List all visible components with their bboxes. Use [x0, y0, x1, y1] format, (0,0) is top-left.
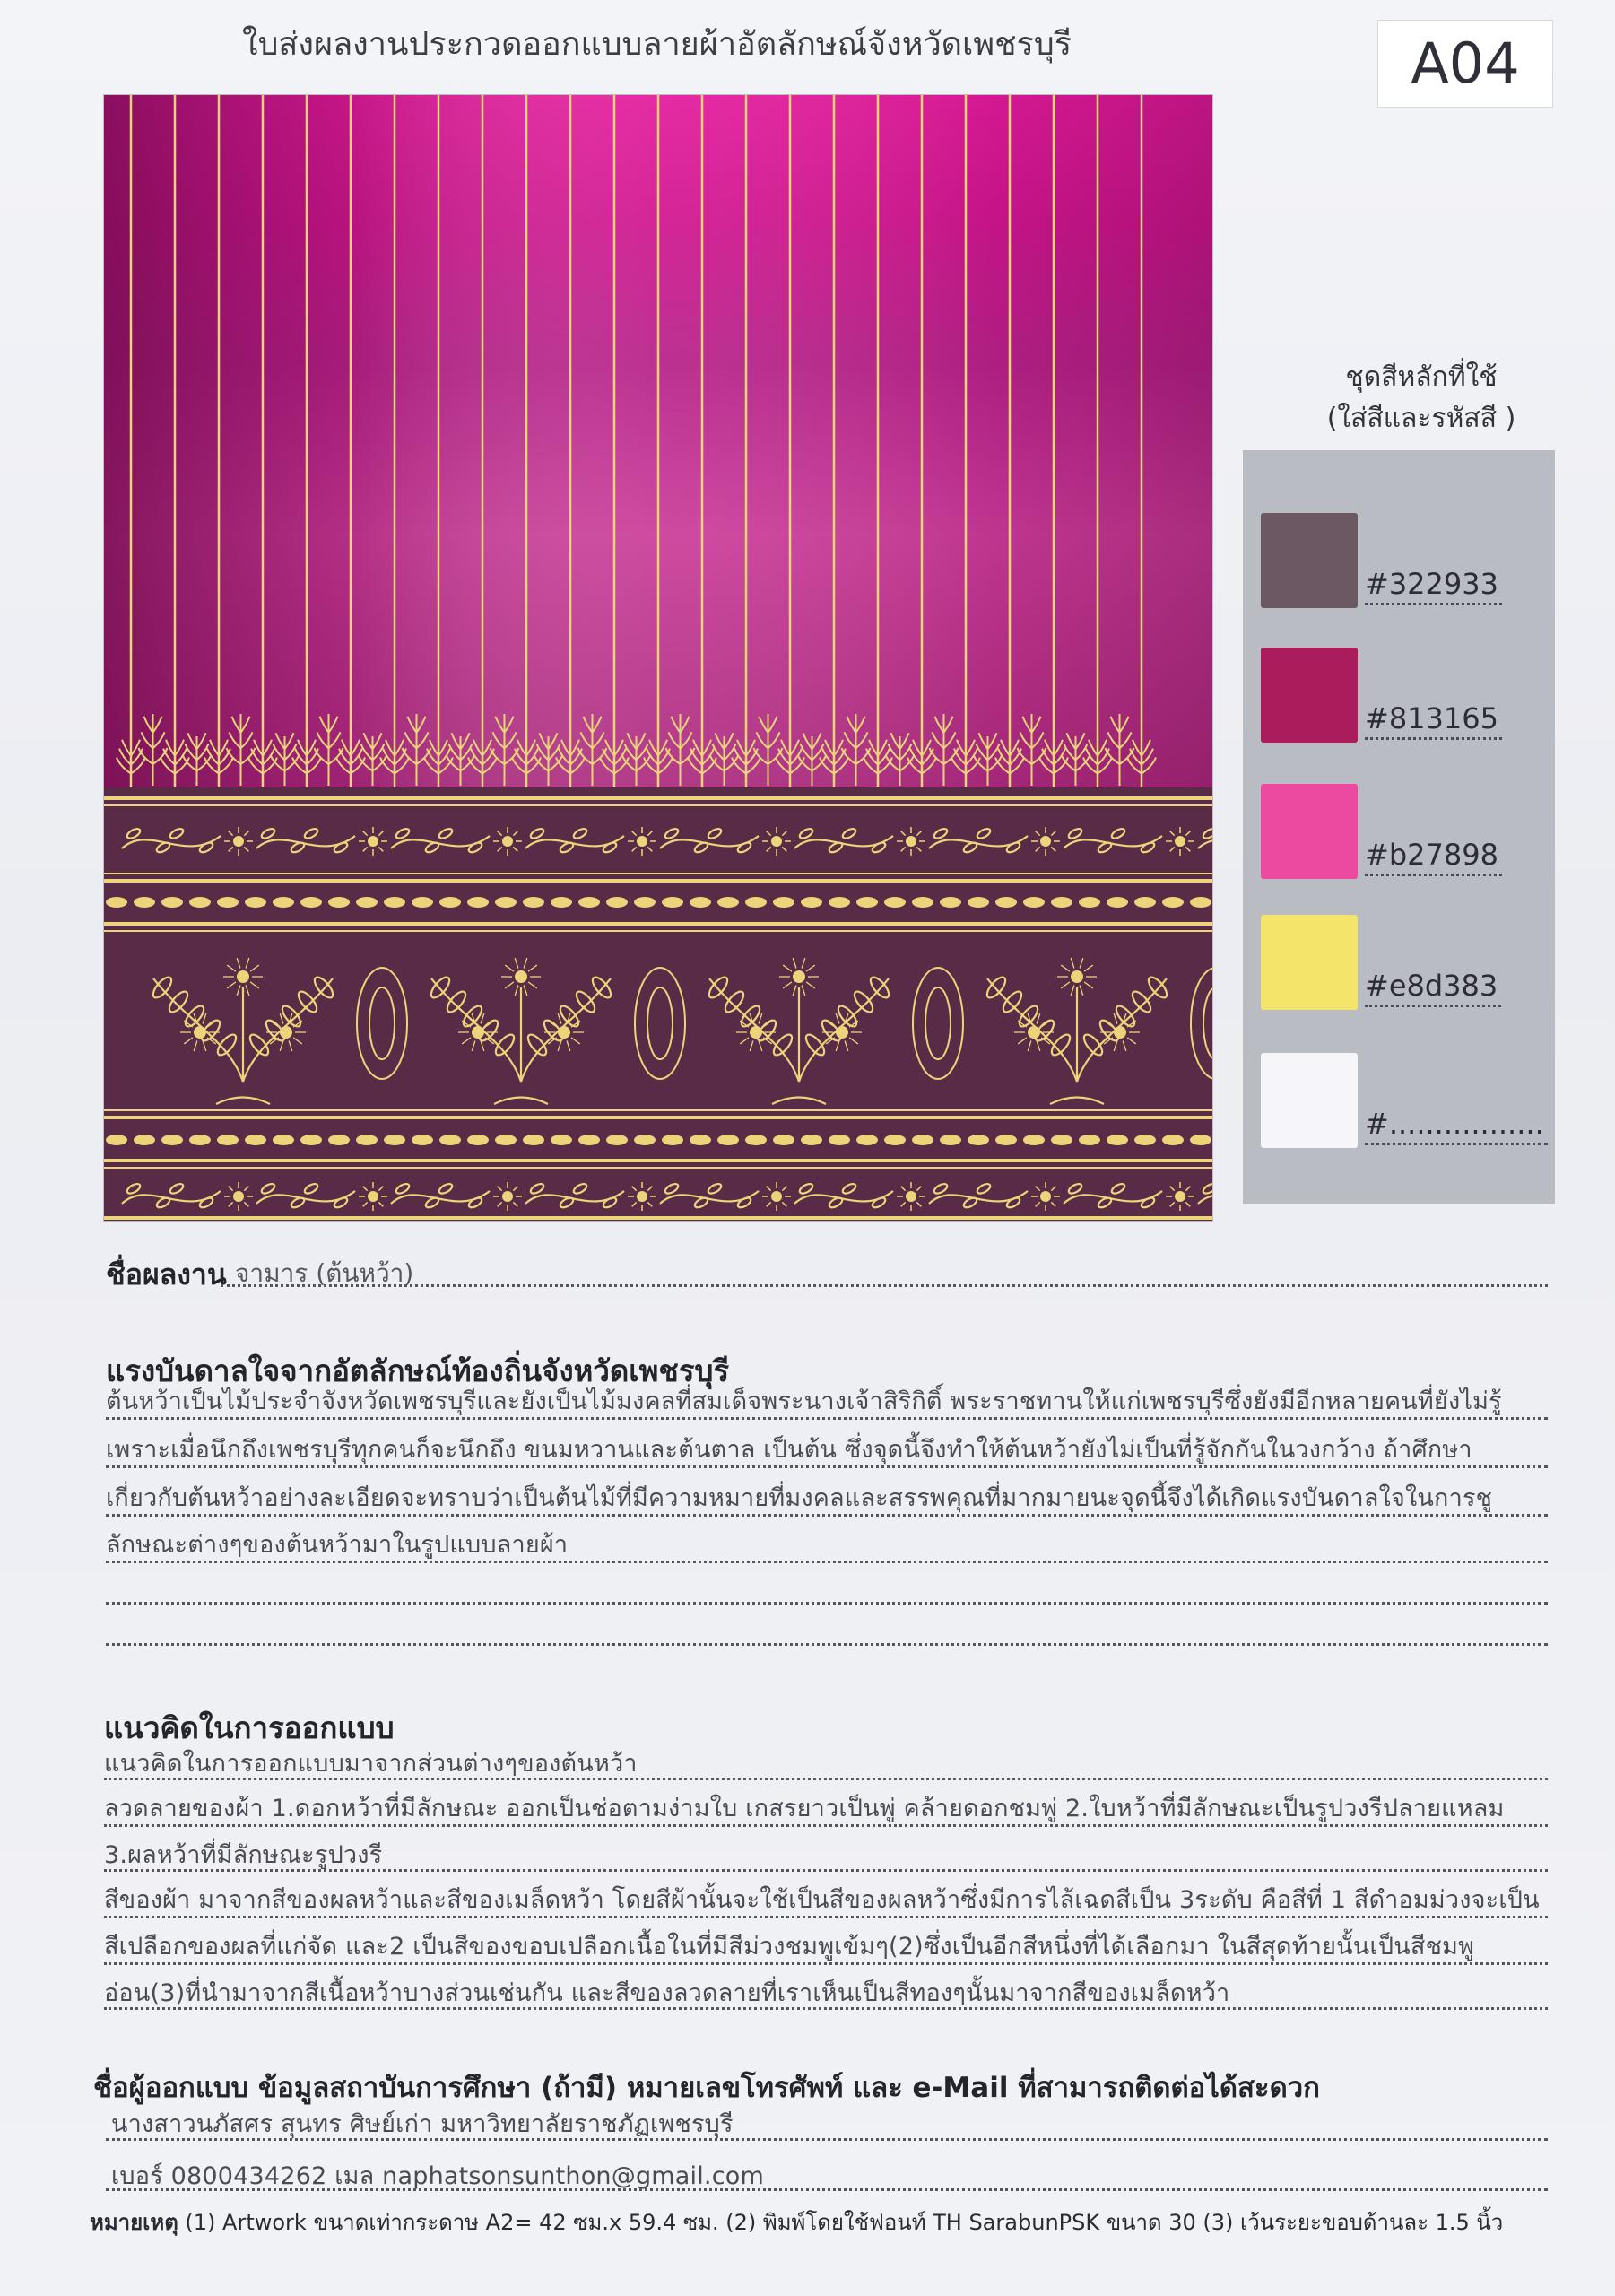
palette-row-3	[1261, 784, 1539, 883]
seed-dot	[662, 1135, 683, 1145]
seed-dot	[161, 1135, 183, 1145]
inspiration-heading: แรงบันดาลใจจากอัตลักษณ์ท้องถิ่นจังหวัดเพชรบุรี	[106, 1353, 730, 1388]
seed-dot	[1107, 1135, 1128, 1145]
seed-dot	[245, 1135, 266, 1145]
seed-dot	[384, 1135, 405, 1145]
seed-dot	[690, 1135, 711, 1145]
concept-underline-6	[104, 2007, 1548, 2010]
seed-dot	[578, 1135, 600, 1145]
palette-row-5	[1261, 1053, 1544, 1152]
seed-dot	[856, 1135, 878, 1145]
seed-dot	[1079, 1135, 1100, 1145]
seed-dot	[161, 897, 183, 908]
designer-contact-line: เบอร์ 0800434262 เมล naphatsonsunthon@gmail.com	[111, 2162, 764, 2190]
form-title: ใบส่งผลงานประกวดออกแบบลายผ้าอัตลักษณ์จังหวัดเพชรบุรี	[242, 26, 1072, 63]
color-code-2: #813165	[1365, 701, 1502, 740]
seed-dot	[1079, 897, 1100, 908]
seed-dot	[968, 1135, 989, 1145]
concept-underline-3	[104, 1869, 1548, 1872]
color-code-4: #e8d383	[1365, 969, 1501, 1007]
concept-line-4: สีของผ้า มาจากสีของผลหว้าและสีของเมล็ดหว้า โดยสีผ้านั้นจะใช้เป็นสีของผลหว้าซึ่งมีการไล้เฉดสีเป็น 3ระดับ คือสีที่ 1 สีดำอมม่วงจะเป็น	[104, 1886, 1540, 1914]
palette-title-line2: (ใส่สีและรหัสสี )	[1326, 403, 1516, 434]
seed-dot	[829, 897, 850, 908]
designer-heading: ชื่อผู้ออกแบบ ข้อมูลสถาบันการศึกษา (ถ้ามี) หมายเลขโทรศัพท์ และ e-Mail ที่สามารถติดต่อได้สะดวก	[93, 2072, 1320, 2104]
color-swatch-4	[1261, 915, 1358, 1010]
concept-underline-5	[104, 1962, 1548, 1965]
seed-dot	[106, 1135, 127, 1145]
seed-dot	[412, 1135, 433, 1145]
seed-dot	[273, 1135, 294, 1145]
seed-dot	[940, 897, 961, 908]
seed-dot	[912, 1135, 933, 1145]
seed-dot	[551, 1135, 572, 1145]
seed-dot	[356, 1135, 378, 1145]
seed-dot	[439, 1135, 461, 1145]
seed-dot	[217, 1135, 239, 1145]
seed-dot	[1162, 897, 1184, 908]
seed-dot	[356, 897, 378, 908]
seed-dot	[495, 1135, 517, 1145]
seed-dot	[1190, 1135, 1211, 1145]
concept-line-5: สีเปลือกของผลที่แก่จัด และ2 เป็นสีของขอบเปลือกเนื้อในที่มีสีม่วงชมพูเข้มๆ(2)ซึ่งเป็นอีกสีหนึ่งที่ได้เลือกมา ในสีสุดท้ายนั้นเป็นสีชมพู	[104, 1933, 1475, 1961]
color-swatch-5	[1261, 1053, 1358, 1148]
seed-dot	[662, 897, 683, 908]
concept-underline-2	[104, 1824, 1548, 1827]
seed-dot	[106, 897, 127, 908]
fabric-pattern-illustration	[104, 95, 1212, 1221]
seed-dot	[328, 897, 350, 908]
palette-row-4	[1261, 915, 1539, 1013]
footnote	[90, 2205, 1569, 2239]
seed-dot	[1107, 897, 1128, 908]
inspiration-line-1: ต้นหว้าเป็นไม้ประจำจังหวัดเพชรบุรีและยังเป็นไม้มงคลที่สมเด็จพระนางเจ้าสิริกิติ์ พระราชทานให้แก่เพชรบุรีซึ่งยังมีอีกหลายคนที่ยังไม่รู้	[106, 1387, 1502, 1415]
seed-dot	[829, 1135, 850, 1145]
seed-dot	[1134, 1135, 1156, 1145]
inspiration-underline-1	[106, 1417, 1548, 1420]
seed-dot	[801, 1135, 822, 1145]
inspiration-underline-2	[106, 1465, 1548, 1468]
seed-dot	[745, 897, 767, 908]
concept-underline-1	[104, 1778, 1548, 1780]
seed-dot	[717, 1135, 739, 1145]
seed-dot	[189, 1135, 211, 1145]
seed-dot	[995, 1135, 1017, 1145]
seed-dot	[1134, 897, 1156, 908]
concept-heading: แนวคิดในการออกแบบ	[104, 1710, 395, 1745]
seed-dot	[856, 897, 878, 908]
concept-line-3: 3.ผลหว้าที่มีลักษณะรูปวงรี	[104, 1841, 383, 1869]
palette-row-2	[1261, 648, 1539, 746]
seed-dot	[467, 1135, 489, 1145]
seed-dot	[717, 897, 739, 908]
work-name-underline	[221, 1284, 1548, 1287]
seed-dot	[634, 1135, 656, 1145]
seed-dot	[606, 897, 628, 908]
color-code-1: #322933	[1365, 567, 1502, 605]
concept-line-6: อ่อน(3)ที่นำมาจากสีเนื้อหว้าบางส่วนเช่นกัน และสีของลวดลายที่เราเห็นเป็นสีทองๆนั้นมาจากสีของเมล็ดหว้า	[104, 1979, 1230, 2007]
concept-line-1: แนวคิดในการออกแบบมาจากส่วนต่างๆของต้นหว้า	[104, 1750, 638, 1778]
seed-dot	[745, 1135, 767, 1145]
seed-dot	[578, 897, 600, 908]
seed-dot	[1023, 1135, 1045, 1145]
seed-dot	[773, 1135, 794, 1145]
footnote-label: หมายเหตุ	[90, 2210, 178, 2235]
inspiration-underline-6	[106, 1643, 1548, 1646]
seed-dot	[467, 897, 489, 908]
seed-dot	[134, 1135, 155, 1145]
color-swatch-3	[1261, 784, 1358, 879]
seed-dot	[1190, 897, 1211, 908]
seed-dot	[968, 897, 989, 908]
seed-dot	[189, 897, 211, 908]
inspiration-underline-5	[106, 1602, 1548, 1605]
seed-dot	[995, 897, 1017, 908]
inspiration-underline-4	[106, 1561, 1548, 1563]
seed-dot	[551, 897, 572, 908]
work-name-value: จามาร (ต้นหว้า)	[235, 1258, 414, 1288]
seed-dot	[245, 897, 266, 908]
seed-dot	[801, 897, 822, 908]
seed-dot	[1051, 897, 1072, 908]
seed-dot	[439, 897, 461, 908]
palette-title	[1273, 357, 1569, 439]
seed-dot	[940, 1135, 961, 1145]
color-palette-panel	[1243, 450, 1555, 1204]
work-name-label: ชื่อผลงาน	[106, 1257, 227, 1292]
seed-dot	[300, 1135, 322, 1145]
seed-dot	[412, 897, 433, 908]
seed-dot	[912, 897, 933, 908]
seed-dot	[1051, 1135, 1072, 1145]
color-code-3: #b27898	[1365, 838, 1502, 876]
seed-dot	[1023, 897, 1045, 908]
color-swatch-1	[1261, 513, 1358, 608]
seed-dot	[634, 897, 656, 908]
color-swatch-2	[1261, 648, 1358, 743]
seed-dot	[273, 897, 294, 908]
inspiration-line-2: เพราะเมื่อนึกถึงเพชรบุรีทุกคนก็จะนึกถึง ขนมหวานและต้นตาล เป็นต้น ซึ่งจุดนี้จึงทำให้ต้นหว้ายังไม่เป็นที่รู้จักกันในวงกว้าง ถ้าศึกษา	[106, 1436, 1472, 1464]
seed-dot	[606, 1135, 628, 1145]
inspiration-line-4: ลักษณะต่างๆของต้นหว้ามาในรูปแบบลายผ้า	[106, 1531, 569, 1559]
seed-dot	[884, 897, 906, 908]
color-code-5: #.................	[1365, 1107, 1548, 1145]
seed-dot	[523, 1135, 544, 1145]
seed-dot	[773, 897, 794, 908]
seed-dot	[690, 897, 711, 908]
palette-title-line1: ชุดสีหลักที่ใช้	[1345, 361, 1498, 393]
seed-dot	[217, 897, 239, 908]
seed-dot	[134, 897, 155, 908]
footnote-text: (1) Artwork ขนาดเท่ากระดาษ A2= 42 ซม.x 59.4 ซม. (2) พิมพ์โดยใช้ฟอนท์ TH SarabunPSK ขนาด 30 (3) เว้นระยะขอบด้านละ 1.5 นิ้ว	[178, 2210, 1504, 2235]
seed-dot	[495, 897, 517, 908]
inspiration-line-3: เกี่ยวกับต้นหว้าอย่างละเอียดจะทราบว่าเป็นต้นไม้ที่มีความหมายที่มงคลและสรรพคุณที่มากมายนะจุดนี้จึงได้เกิดแรงบันดาลใจในการชู	[106, 1484, 1493, 1512]
seed-dot	[523, 897, 544, 908]
seed-dot	[384, 897, 405, 908]
concept-underline-4	[104, 1916, 1548, 1918]
designer-underline-2	[106, 2188, 1548, 2191]
palette-row-1	[1261, 513, 1539, 612]
seed-dot	[884, 1135, 906, 1145]
designer-underline-1	[106, 2138, 1548, 2141]
seed-dot	[328, 1135, 350, 1145]
seed-dot	[1162, 1135, 1184, 1145]
seed-dot	[300, 897, 322, 908]
designer-name-line: นางสาวนภัสศร สุนทร ศิษย์เก่า มหาวิทยาลัยราชภัฏเพชรบุรี	[111, 2110, 734, 2138]
inspiration-underline-3	[106, 1514, 1548, 1517]
concept-line-2: ลวดลายของผ้า 1.ดอกหว้าที่มีลักษณะ ออกเป็นช่อตามง่ามใบ เกสรยาวเป็นพู่ คล้ายดอกชมพู่ 2.ใบหว้าที่มีลักษณะเป็นรูปวงรีปลายแหลม	[104, 1795, 1505, 1822]
fabric-artwork	[103, 94, 1213, 1222]
entry-code-label: A04	[1377, 20, 1553, 108]
